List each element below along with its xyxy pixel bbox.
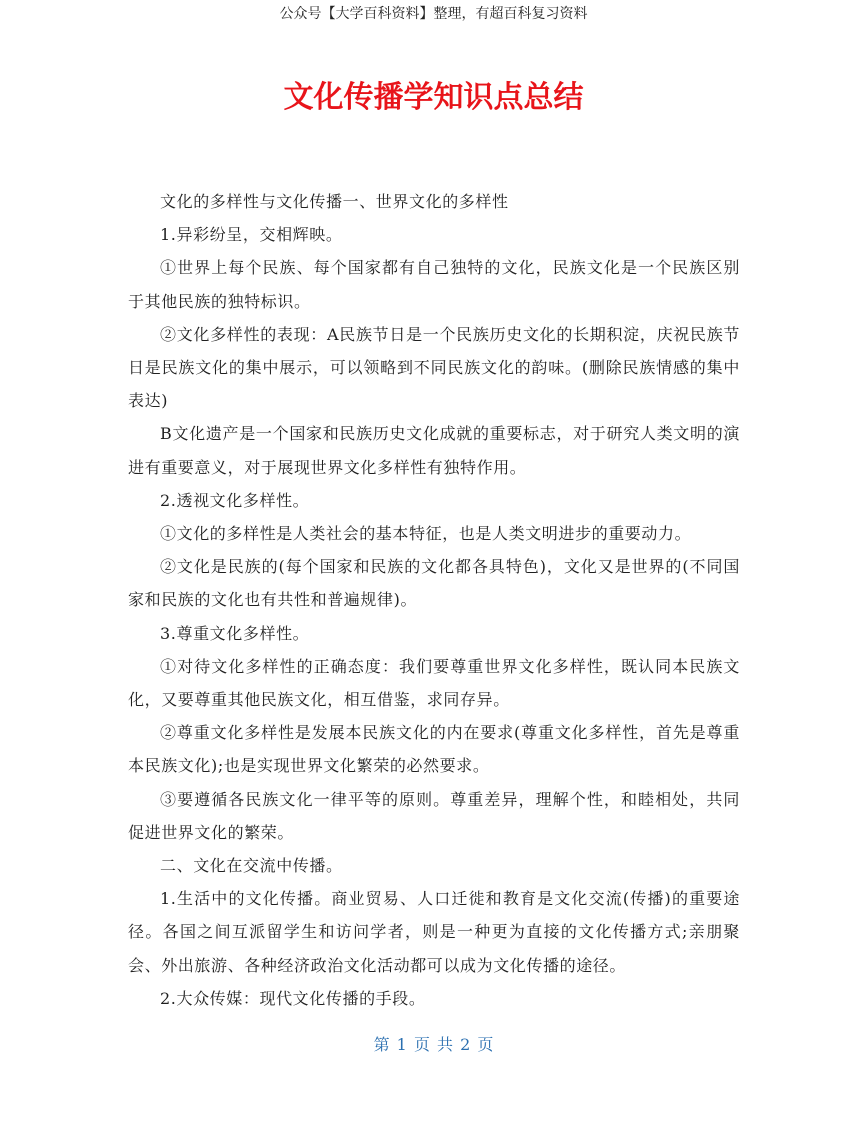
paragraph: 文化的多样性与文化传播一、世界文化的多样性 (160, 192, 509, 211)
paragraph: 2.透视文化多样性。 (160, 490, 310, 510)
page-indicator: 第 1 页 共 2 页 (373, 1035, 494, 1054)
document-body (128, 185, 740, 1015)
document-title: 文化传播学知识点总结 (283, 80, 584, 115)
paragraph: ①对待文化多样性的正确态度：我们要尊重世界文化多样性，既认同本民族文化，又要尊重其他民族文化，相互借鉴，求同存异。 (128, 656, 740, 710)
paragraph: ①世界上每个民族、每个国家都有自己独特的文化，民族文化是一个民族区别于其他民族的独特标识。 (128, 258, 740, 311)
paragraph: 3.尊重文化多样性。 (160, 623, 310, 643)
paragraph: 1.异彩纷呈，交相辉映。 (160, 225, 343, 245)
paragraph: ①文化的多样性是人类社会的基本特征，也是人类文明进步的重要动力。 (160, 524, 692, 544)
paragraph: ②文化是民族的(每个国家和民族的文化都各具特色)，文化又是世界的(不同国家和民族的文化也有共性和普遍规律)。 (128, 557, 740, 610)
paragraph: ③要遵循各民族文化一律平等的原则。尊重差异，理解个性，和睦相处，共同促进世界文化的繁荣。 (128, 789, 740, 842)
header-note: 公众号【大学百科资料】整理，有超百科复习资料 (279, 6, 588, 22)
paragraph: ②文化多样性的表现：A民族节日是一个民族历史文化的长期积淀，庆祝民族节日是民族文化的集中展示，可以领略到不同民族文化的韵味。(删除民族情感的集中表达) (128, 324, 740, 411)
paragraph: 1.生活中的文化传播。商业贸易、人口迁徙和教育是文化交流(传播)的重要途径。各国之间互派留学生和访问学者，则是一种更为直接的文化传播方式;亲朋聚会、外出旅游、各种经济政治文化活动都可以成为文化传播的途径。 (128, 889, 740, 975)
paragraph: 二、文化在交流中传播。 (160, 856, 343, 876)
paragraph: 2.大众传媒：现代文化传播的手段。 (160, 988, 426, 1008)
paragraph: B文化遗产是一个国家和民族历史文化成就的重要标志，对于研究人类文明的演进有重要意义，对于展现世界文化多样性有独特作用。 (128, 424, 740, 477)
paragraph: ②尊重文化多样性是发展本民族文化的内在要求(尊重文化多样性，首先是尊重本民族文化);也是实现世界文化繁荣的必然要求。 (128, 723, 740, 776)
